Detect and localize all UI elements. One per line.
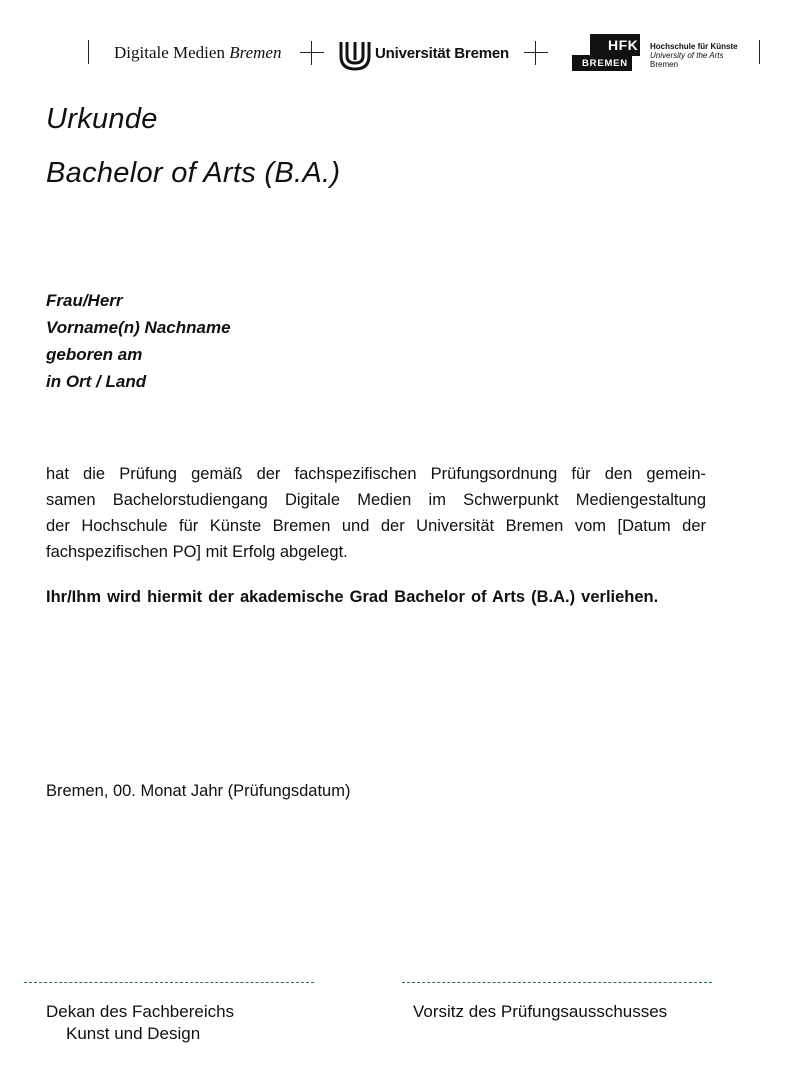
header-divider-left xyxy=(88,40,89,64)
exam-statement xyxy=(46,461,706,565)
exam-statement-line: fachspezifischen PO] mit Erfolg abgelegt. xyxy=(46,543,348,561)
logo-uni-text: Universität Bremen xyxy=(375,45,509,62)
signature-line-chair xyxy=(402,982,712,983)
person-name: Vorname(n) Nachname xyxy=(46,318,231,337)
dean-department-line: Kunst und Design xyxy=(66,1024,201,1043)
logo-dm-italic: Bremen xyxy=(229,43,282,62)
hfk-mark-label: HFK xyxy=(608,37,639,53)
plus-separator-icon xyxy=(300,41,324,65)
header-divider-right xyxy=(759,40,760,64)
person-birthplace: in Ort / Land xyxy=(46,372,147,391)
person-salutation: Frau/Herr xyxy=(46,291,123,310)
signature-line-dean xyxy=(24,982,314,983)
exam-statement-line: der Hochschule für Künste Bremen und der Universität Bremen vom [Datum der xyxy=(46,517,706,535)
degree-conferral: Ihr/Ihm wird hiermit der akademische Grad Bachelor of Arts (B.A.) verliehen. xyxy=(46,588,659,606)
hfk-name-line: Hochschule für Künste xyxy=(650,42,738,51)
degree-title: Bachelor of Arts (B.A.) xyxy=(46,157,341,189)
signature-label-chair: Vorsitz des Prüfungsausschusses xyxy=(413,1002,668,1021)
person-birthdate: geboren am xyxy=(46,345,143,364)
dean-title-line: Dekan des Fachbereichs xyxy=(46,1002,235,1021)
signature-label-dean xyxy=(46,1001,234,1045)
exam-statement-line: samen Bachelorstudiengang Digitale Medien im Schwerpunkt Mediengestaltung xyxy=(46,491,706,509)
place-and-date: Bremen, 00. Monat Jahr (Prüfungsdatum) xyxy=(46,782,351,800)
document-title: Urkunde xyxy=(46,103,158,135)
logo-dm-regular: Digitale Medien xyxy=(114,43,225,62)
hfk-name-line: Bremen xyxy=(650,60,679,69)
hfk-mark-city: BREMEN xyxy=(582,58,628,69)
university-seal-icon xyxy=(337,38,373,72)
digitale-medien-logo xyxy=(114,43,281,63)
hfk-name-line: University of the Arts xyxy=(650,51,724,60)
plus-separator-icon xyxy=(524,41,548,65)
exam-statement-line: hat die Prüfung gemäß der fachspezifischen Prüfungsordnung für den gemein- xyxy=(46,465,706,483)
